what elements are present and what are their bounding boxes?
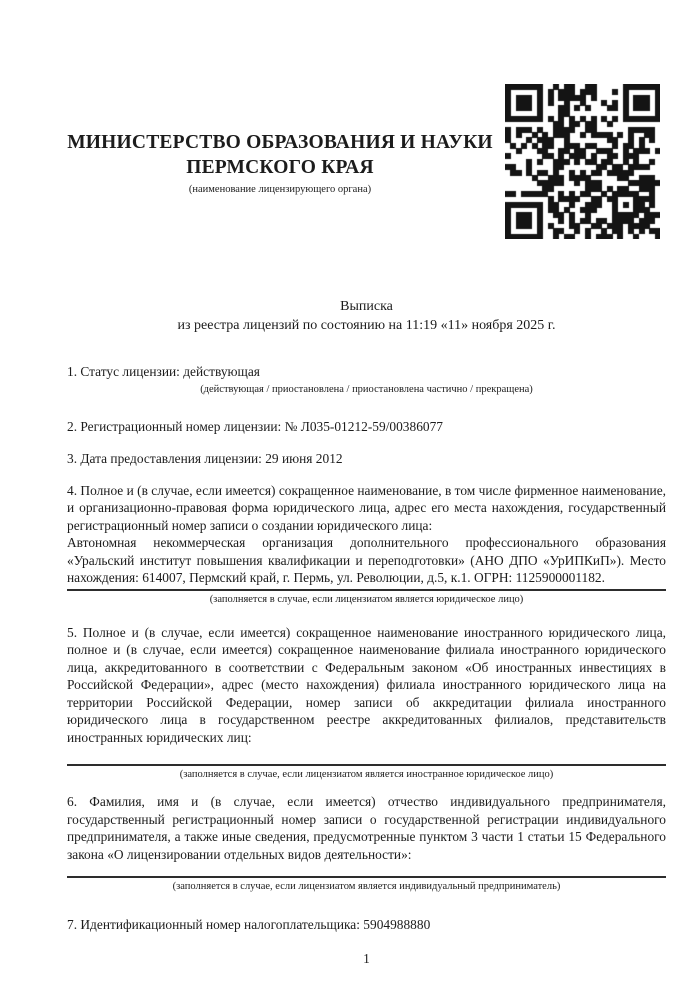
item-3-grant-date [67, 450, 666, 468]
ministry-caption: (наименование лицензирующего органа) [188, 184, 372, 195]
document-title [67, 297, 666, 335]
document-title-line1: Выписка [340, 299, 393, 314]
item-4-fill-line [67, 589, 666, 591]
item-6-text: 6. Фамилия, имя и (в случае, если имеется) отчество индивидуального предпринимателя, государственный регистрационный номер записи о государственной регистрации индивидуального предпринимателя, а также иные сведения, предусмотренные пунктом 3 части 1 статьи 15 Федерального закона «О лицензировании отдельных видов деятельности»: [67, 794, 666, 862]
page-number: 1 [363, 950, 370, 966]
item-3-text: 3. Дата предоставления лицензии: 29 июня 2012 [67, 450, 343, 466]
item-5-fill-line [67, 764, 666, 766]
ministry-name-line1: МИНИСТЕРСТВО ОБРАЗОВАНИЯ И НАУКИ [67, 132, 493, 153]
item-2-registration-number [67, 418, 666, 436]
item-1-license-status [67, 363, 666, 397]
item-1-text: 1. Статус лицензии: действующая [67, 364, 260, 379]
item-6-individual-entrepreneur [67, 793, 666, 894]
item-5-caption: (заполняется в случае, если лицензиатом является иностранное юридическое лицо) [179, 769, 554, 780]
item-6-fill-line [67, 876, 666, 878]
document-header [0, 0, 700, 239]
item-6-caption: (заполняется в случае, если лицензиатом является индивидуальный предприниматель) [172, 881, 561, 892]
document-title-line2: из реестра лицензий по состоянию на 11:19 «11» ноября 2025 г. [177, 318, 556, 333]
item-5-text: 5. Полное и (в случае, если имеется) сокращенное наименование иностранного юридического лица, полное и (в случае, если имеется) сокращенное наименование филиала иностранного юридического лица, аккредитованного в соответствии с Федеральным законом «Об иностранных инвестициях в Российской Федерации», адрес (место нахождения) филиала иностранного юридического лица на территории Российской Федерации, номер записи об аккредитации филиала иностранного юридического лица в государственном реестре аккредитованных филиалов, представительств иностранных юридических лиц: [67, 624, 666, 745]
item-7-taxpayer-number [67, 916, 666, 934]
item-4-value: Автономная некоммерческая организация дополнительного профессионального образования «Уральский институт повышения квалификации и переподготовки» (АНО ДПО «УрИПКиП»). Место нахождения: 614007, Пермский край, г. Пермь, ул. Революции, д.5, к.1. ОГРН: 1125900001182. [67, 535, 666, 585]
item-7-text: 7. Идентификационный номер налогоплательщика: 5904988880 [67, 917, 431, 932]
document-body [0, 297, 700, 967]
item-4-text: 4. Полное и (в случае, если имеется) сокращенное наименование, в том числе фирменное наименование, и организационно-правовая форма юридического лица, адрес его места нахождения, государственный регистрационный номер записи о создании юридического лица: [67, 482, 666, 533]
item-1-caption: (действующая / приостановлена / приостановлена частично / прекращена) [200, 383, 533, 395]
item-5-foreign-entity [67, 624, 666, 783]
item-4-caption: (заполняется в случае, если лицензиатом является юридическое лицо) [209, 593, 524, 605]
licensing-authority [67, 130, 493, 196]
qr-code [505, 84, 660, 239]
item-2-text: 2. Регистрационный номер лицензии: № Л035-01212-59/00386077 [67, 418, 443, 434]
ministry-name-line2: ПЕРМСКОГО КРАЯ [186, 157, 374, 178]
item-4-legal-entity [67, 482, 666, 607]
